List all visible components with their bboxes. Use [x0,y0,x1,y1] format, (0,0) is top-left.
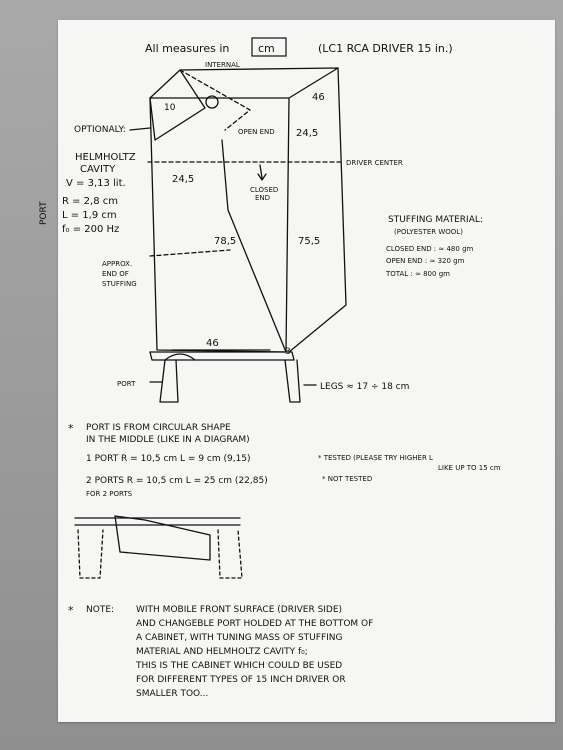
note-line6: FOR DIFFERENT TYPES OF 15 INCH DRIVER OR [136,675,346,685]
two-port-status: * NOT TESTED [322,475,373,483]
leg-right [285,360,300,402]
stuffing-total: TOTAL : ≈ 800 gm [386,270,450,278]
stuffing-title: STUFFING MATERIAL: [388,215,483,225]
driver-center-label: DRIVER CENTER [346,159,403,167]
dim-3: 3 [285,347,291,357]
dim-46-top: 46 [312,92,325,103]
one-port-spec: 1 PORT R = 10,5 cm L = 9 cm (9,15) [86,454,251,464]
bottom-port-label: PORT [117,380,136,388]
port-radius: R = 2,8 cm [62,196,119,207]
optional-arrow [130,128,150,130]
note-label: NOTE: [86,605,115,615]
legs-label: LEGS ≈ 17 ÷ 18 cm [320,382,410,392]
one-port-status: * TESTED (PLEASE TRY HIGHER L [318,454,433,462]
one-port-status2: LIKE UP TO 15 cm [438,464,501,472]
stuffing-open: OPEN END : ≈ 320 gm [386,257,465,265]
two-port-spec: 2 PORTS R = 10,5 cm L = 25 cm (22,85) [86,476,268,486]
cavity-label: CAVITY [80,164,116,175]
cabinet-top [150,68,338,98]
port-frequency: f₀ = 200 Hz [62,224,120,235]
port-note-star: * [68,422,74,435]
dim-24-5-right: 24,5 [296,128,319,139]
port-note-line2: IN THE MIDDLE (LIKE IN A DIAGRAM) [86,435,250,445]
lower-sketch-base [75,518,240,525]
stuffing-end-label-1: APPROX. [102,260,133,268]
cavity-volume: V = 3,13 lit. [66,178,126,189]
helmholtz-label: HELMHOLTZ [75,152,136,163]
header-unit: cm [258,42,275,55]
stuffing-end-label-2: END OF [102,270,129,278]
note-line3: A CABINET, WITH TUNING MASS OF STUFFING [136,633,343,643]
port-side-label: PORT [39,201,49,225]
note-line7: SMALLER TOO... [136,689,209,699]
lower-sketch-leg-left [78,530,103,578]
dim-78-5: 78,5 [214,236,237,247]
leg-left [160,360,178,402]
note-star: * [68,604,74,617]
stuffing-closed: CLOSED END : ≈ 480 gm [386,245,474,253]
stuffing-end-label-3: STUFFING [102,280,137,288]
cabinet-right-side [289,68,346,352]
dim-75-5: 75,5 [298,236,321,247]
dim-46-bottom: 46 [206,338,219,349]
stuffing-material: (POLYESTER WOOL) [394,228,463,236]
internal-label: INTERNAL [205,61,240,69]
for-two-ports: FOR 2 PORTS [86,490,133,498]
stuffing-end-line [150,250,230,256]
open-end-label: OPEN END [238,128,275,136]
header-title: All measures in [145,42,230,55]
lower-sketch-leg-right [218,530,242,578]
optionally-label: OPTIONALY: [74,125,126,135]
note-line4: MATERIAL AND HELMHOLTZ CAVITY f₀; [136,647,308,657]
dim-24-5-left: 24,5 [172,174,195,185]
port-opening [165,354,195,360]
port-length: L = 1,9 cm [62,210,117,221]
closed-end-label: CLOSED [250,186,279,194]
closed-end-arrow [258,165,266,180]
port-note-line1: PORT IS FROM CIRCULAR SHAPE [86,423,231,433]
cabinet-outline [150,98,289,352]
note-line1: WITH MOBILE FRONT SURFACE (DRIVER SIDE) [136,605,343,615]
closed-end-label-2: END [255,194,271,202]
note-line2: AND CHANGEBLE PORT HOLDED AT THE BOTTOM OF [136,619,374,629]
internal-dash [180,70,250,130]
lower-sketch-port [115,516,210,560]
dim-10: 10 [164,103,176,113]
header-model: (LC1 RCA DRIVER 15 in.) [318,42,453,55]
helmholtz-cavity [150,70,205,140]
note-line5: THIS IS THE CABINET WHICH COULD BE USED [136,661,343,671]
